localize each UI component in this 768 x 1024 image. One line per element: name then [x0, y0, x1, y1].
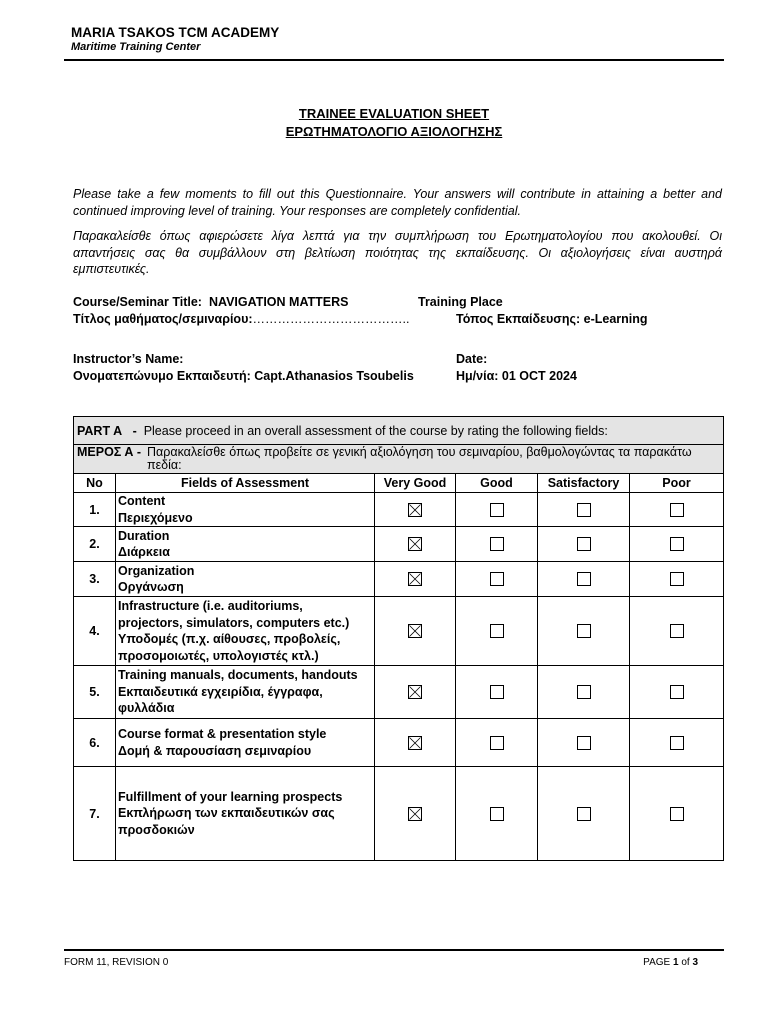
assessment-field [116, 527, 375, 562]
rating-cell-very-good [375, 562, 456, 597]
rating-cell-good [456, 767, 538, 861]
checkbox-satisfactory[interactable] [577, 624, 591, 638]
table-row [74, 597, 724, 666]
rating-cell-satisfactory [538, 562, 630, 597]
page-of: of [681, 957, 690, 968]
assessment-field-line: προσομοιωτές, υπολογιστές κτλ.) [118, 648, 319, 663]
row-number: 1. [74, 493, 116, 527]
rating-cell-good [456, 493, 538, 527]
rating-cell-good [456, 666, 538, 719]
assessment-field-line: Περιεχόμενο [118, 510, 193, 525]
assessment-rows [74, 493, 724, 861]
row-number: 7. [74, 767, 116, 861]
header-satisfactory: Satisfactory [538, 474, 630, 493]
training-place-greek-field [456, 312, 648, 326]
assessment-field [116, 666, 375, 719]
checkbox-very-good[interactable] [408, 572, 422, 586]
part-a-dash: - [132, 423, 137, 438]
checkbox-poor[interactable] [670, 807, 684, 821]
assessment-field [116, 597, 375, 666]
assessment-field-line: Εκπλήρωση των εκπαιδευτικών σας [118, 806, 335, 821]
part-a-label: PART A [77, 423, 123, 438]
rating-cell-good [456, 719, 538, 767]
rating-cell-poor [630, 666, 724, 719]
checkbox-good[interactable] [490, 503, 504, 517]
checkbox-good[interactable] [490, 807, 504, 821]
table-row [74, 527, 724, 562]
checkbox-poor[interactable] [670, 685, 684, 699]
checkbox-very-good[interactable] [408, 624, 422, 638]
page-total: 3 [692, 957, 698, 968]
course-title-greek-field [73, 312, 409, 326]
training-place-label-greek: Τόπος Εκπαίδευσης: [456, 312, 581, 326]
checkbox-good[interactable] [490, 572, 504, 586]
part-a-row [74, 417, 724, 445]
checkbox-very-good[interactable] [408, 807, 422, 821]
rating-cell-poor [630, 493, 724, 527]
instructor-label-greek: Ονοματεπώνυμο Εκπαιδευτή: [73, 369, 251, 383]
assessment-field-line: Course format & presentation style [118, 727, 327, 741]
assessment-field [116, 719, 375, 767]
instructor-name-value: Capt.Athanasios Tsoubelis [254, 369, 414, 383]
checkbox-good[interactable] [490, 537, 504, 551]
footer-divider [64, 949, 724, 951]
checkbox-poor[interactable] [670, 572, 684, 586]
assessment-field-line: Content [118, 494, 166, 508]
page-title-greek: ΕΡΩΤΗΜΑΤΟΛΟΓΙΟ ΑΞΙΟΛΟΓΗΣΗΣ [285, 124, 503, 139]
checkbox-satisfactory[interactable] [577, 736, 591, 750]
checkbox-satisfactory[interactable] [577, 537, 591, 551]
part-a-text-greek: Παρακαλείσθε όπως προβείτε σε γενική αξιολόγηση του σεμιναρίου, βαθμολογώντας τα παρακάτω πεδία: [146, 445, 692, 472]
checkbox-poor[interactable] [670, 624, 684, 638]
rating-cell-very-good [375, 493, 456, 527]
check-x-icon [409, 625, 421, 637]
part-a-text: Please proceed in an overall assessment of the course by rating the following fields: [143, 423, 608, 438]
date-label-greek: Ημ/νία: [456, 369, 499, 383]
checkbox-poor[interactable] [670, 736, 684, 750]
table-row [74, 493, 724, 527]
check-x-icon [409, 504, 421, 516]
checkbox-satisfactory[interactable] [577, 685, 591, 699]
assessment-field [116, 493, 375, 527]
rating-cell-satisfactory [538, 719, 630, 767]
checkbox-satisfactory[interactable] [577, 572, 591, 586]
header-no: No [74, 474, 116, 493]
course-title-label-greek: Τίτλος μαθήματος/σεμιναρίου: [73, 312, 253, 326]
rating-cell-satisfactory [538, 493, 630, 527]
assessment-field [116, 767, 375, 861]
training-place-label: Training Place [418, 295, 503, 309]
instructor-label: Instructor’s Name: [73, 352, 184, 366]
assessment-field-line: Organization [118, 563, 195, 578]
intro-greek: Παρακαλείσθε όπως αφιερώσετε λίγα λεπτά για την συμπλήρωση του Ερωτηματολογίου που ακολουθεί. Οι απαντήσεις σας θα συμβάλλουν στη βελτίωση ποιότητας της εκπαίδευσης. Οι αξιολογήσεις είναι αυστηρά εμπιστευτικές. [73, 229, 722, 276]
instructor-greek-field [73, 369, 414, 383]
rating-cell-very-good [375, 767, 456, 861]
page-word: PAGE [643, 957, 671, 968]
check-x-icon [409, 538, 421, 550]
header-fields: Fields of Assessment [116, 474, 375, 493]
table-row [74, 562, 724, 597]
row-number: 5. [74, 666, 116, 719]
assessment-field-line: φυλλάδια [118, 701, 175, 716]
date-value: 01 OCT 2024 [501, 369, 577, 383]
row-number: 6. [74, 719, 116, 767]
assessment-field-line: Εκπαιδευτικά εγχειρίδια, έγγραφα, [118, 684, 323, 699]
assessment-field-line: Οργάνωση [118, 580, 184, 594]
assessment-field-line: Duration [118, 528, 170, 543]
form-revision: FORM 11, REVISION 0 [64, 957, 169, 968]
checkbox-good[interactable] [490, 736, 504, 750]
course-title-value: NAVIGATION MATTERS [208, 295, 349, 309]
row-number: 4. [74, 597, 116, 666]
assessment-field-line: Υποδομές (π.χ. αίθουσες, προβολείς, [118, 632, 341, 646]
checkbox-very-good[interactable] [408, 503, 422, 517]
rating-cell-good [456, 527, 538, 562]
part-a-cell [74, 417, 724, 445]
column-header-row [74, 474, 724, 493]
check-x-icon [409, 686, 421, 698]
assessment-field-line: Δομή & παρουσίαση σεμιναρίου [118, 743, 312, 758]
checkbox-good[interactable] [490, 685, 504, 699]
part-a-label-greek: ΜΕΡΟΣ Α - [77, 445, 141, 459]
header-divider [64, 59, 724, 61]
rating-cell-very-good [375, 597, 456, 666]
rating-cell-very-good [375, 666, 456, 719]
rating-cell-satisfactory [538, 767, 630, 861]
checkbox-very-good[interactable] [408, 685, 422, 699]
rating-cell-very-good [375, 527, 456, 562]
table-row [74, 666, 724, 719]
course-title-dots: ……………………………….. [252, 312, 410, 326]
date-greek-field [456, 369, 577, 383]
checkbox-poor[interactable] [670, 537, 684, 551]
table-row [74, 767, 724, 861]
header-good: Good [456, 474, 538, 493]
rating-cell-poor [630, 562, 724, 597]
check-x-icon [409, 573, 421, 585]
checkbox-very-good[interactable] [408, 537, 422, 551]
row-number: 3. [74, 562, 116, 597]
check-x-icon [409, 737, 421, 749]
intro-english: Please take a few moments to fill out this Questionnaire. Your answers will contribute in attaining a better and continued improving level of training. Your responses are completely confidential. [73, 187, 722, 218]
rating-cell-satisfactory [538, 597, 630, 666]
assessment-field-line: Διάρκεια [118, 545, 170, 559]
training-place-value: e-Learning [583, 312, 648, 326]
assessment-field-line: Infrastructure (i.e. auditoriums, [118, 599, 303, 613]
checkbox-good[interactable] [490, 624, 504, 638]
row-number: 2. [74, 527, 116, 562]
course-title-field [73, 295, 349, 309]
organization-subtitle: Maritime Training Center [71, 41, 201, 53]
assessment-field [116, 562, 375, 597]
page-indicator [643, 957, 698, 968]
page-title: TRAINEE EVALUATION SHEET [298, 106, 490, 121]
assessment-field-line: projectors, simulators, computers etc.) [118, 615, 350, 630]
table-row [74, 719, 724, 767]
rating-cell-satisfactory [538, 666, 630, 719]
assessment-field-line: Fulfillment of your learning prospects [118, 789, 343, 804]
checkbox-very-good[interactable] [408, 736, 422, 750]
assessment-table [73, 416, 724, 861]
check-x-icon [409, 808, 421, 820]
date-label: Date: [456, 352, 488, 366]
organization-name: MARIA TSAKOS TCM ACADEMY [71, 25, 280, 40]
course-title-label: Course/Seminar Title: [73, 295, 202, 309]
rating-cell-poor [630, 719, 724, 767]
rating-cell-good [456, 597, 538, 666]
part-a-greek-cell [74, 445, 724, 474]
rating-cell-poor [630, 597, 724, 666]
header-poor: Poor [630, 474, 724, 493]
rating-cell-good [456, 562, 538, 597]
rating-cell-satisfactory [538, 527, 630, 562]
rating-cell-poor [630, 767, 724, 861]
assessment-field-line: Training manuals, documents, handouts [118, 668, 358, 683]
header-very-good: Very Good [375, 474, 456, 493]
assessment-field-line: προσδοκιών [118, 822, 195, 837]
checkbox-satisfactory[interactable] [577, 503, 591, 517]
checkbox-poor[interactable] [670, 503, 684, 517]
checkbox-satisfactory[interactable] [577, 807, 591, 821]
page-number: 1 [672, 957, 679, 968]
rating-cell-very-good [375, 719, 456, 767]
part-a-greek-row [74, 445, 724, 474]
rating-cell-poor [630, 527, 724, 562]
